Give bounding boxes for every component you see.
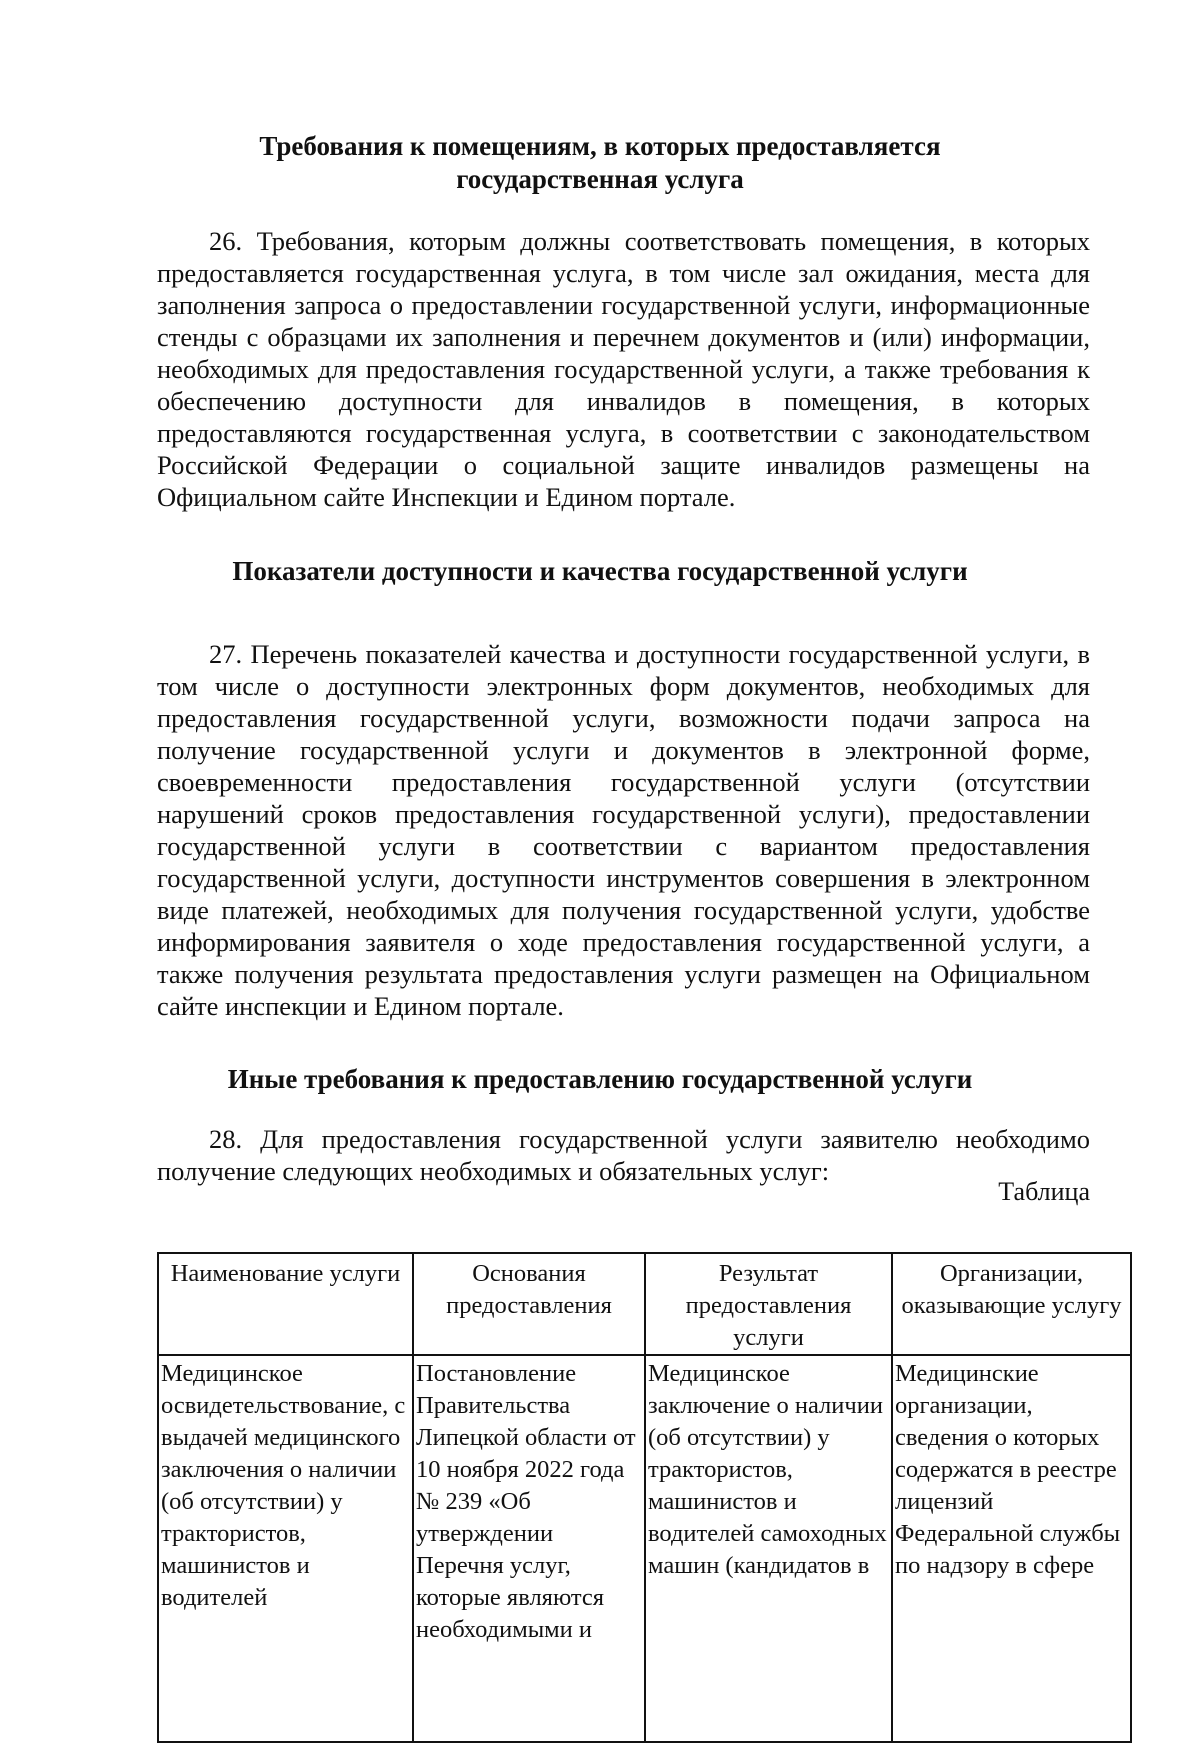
column-header-grounds: Основания предоставления [413,1253,645,1355]
column-header-result: Результат предоставления услуги [645,1253,892,1355]
table-cell [158,1355,413,1742]
table-cell [413,1355,645,1742]
table-header-row [158,1253,1131,1355]
table-caption: Таблица [998,1177,1090,1206]
column-header-organizations: Организации, оказывающие услугу [892,1253,1131,1355]
table-cell [892,1355,1131,1742]
cell-text: Медицинское освидетельствование, с выдачей медицинского заключения о наличии (об отсутствии) у трактористов, машинистов и водителей [161,1360,406,1611]
section-heading-premises [150,130,1050,196]
paragraph-28: 28. Для предоставления государственной услуги заявителю необходимо получение следующих необходимых и обязательных услуг: [157,1124,1090,1186]
heading-line: Иные требования к предоставлению государственной услуги [227,1064,973,1094]
services-table [157,1252,1132,1743]
heading-line: государственная услуга [456,164,744,194]
table-cell [645,1355,892,1742]
cell-text: Постановление Правительства Липецкой области от 10 ноября 2022 года № 239 «Об утверждении Перечня услуг, которые являются необходимыми и [416,1360,636,1643]
cell-text: Медицинские организации, сведения о которых содержатся в реестре лицензий Федеральной службы по надзору в сфере [895,1360,1121,1579]
heading-line: Показатели доступности и качества государственной услуги [232,556,968,586]
column-header-service-name: Наименование услуги [158,1253,413,1355]
section-heading-indicators [150,555,1050,588]
paragraph-27: 27. Перечень показателей качества и доступности государственной услуги, в том числе о доступности электронных форм документов, необходимых для предоставления государственной услуги, возможности подачи запроса на получение государственной услуги и документов в электронной форме, своевременности предоставления государственной услуги (отсутствии нарушений сроков предоставления государственной услуги), предоставлении государственной услуги в соответствии с вариантом предоставления государственной услуги, доступности инструментов совершения в электронном виде платежей, необходимых для получения государственной услуги, удобстве информирования заявителя о ходе предоставления государственной услуги, а также получения результата предоставления услуги размещен на Официальном сайте инспекции и Едином портале. [157,639,1090,1021]
heading-line: Требования к помещениям, в которых предоставляется [259,131,941,161]
paragraph-26: 26. Требования, которым должны соответствовать помещения, в которых предоставляется государственная услуга, в том числе зал ожидания, места для заполнения запроса о предоставлении государственной услуги, информационные стенды с образцами их заполнения и перечнем документов и (или) информации, необходимых для предоставления государственной услуги, а также требования к обеспечению доступности для инвалидов в помещения, в которых предоставляются государственная услуга, в соответствии с законодательством Российской Федерации о социальной защите инвалидов размещены на Официальном сайте Инспекции и Едином портале. [157,226,1090,512]
table-row [158,1355,1131,1742]
cell-text: Медицинское заключение о наличии (об отсутствии) у трактористов, машинистов и водителей самоходных машин (кандидатов в [648,1360,887,1579]
section-heading-other-requirements [150,1063,1050,1096]
